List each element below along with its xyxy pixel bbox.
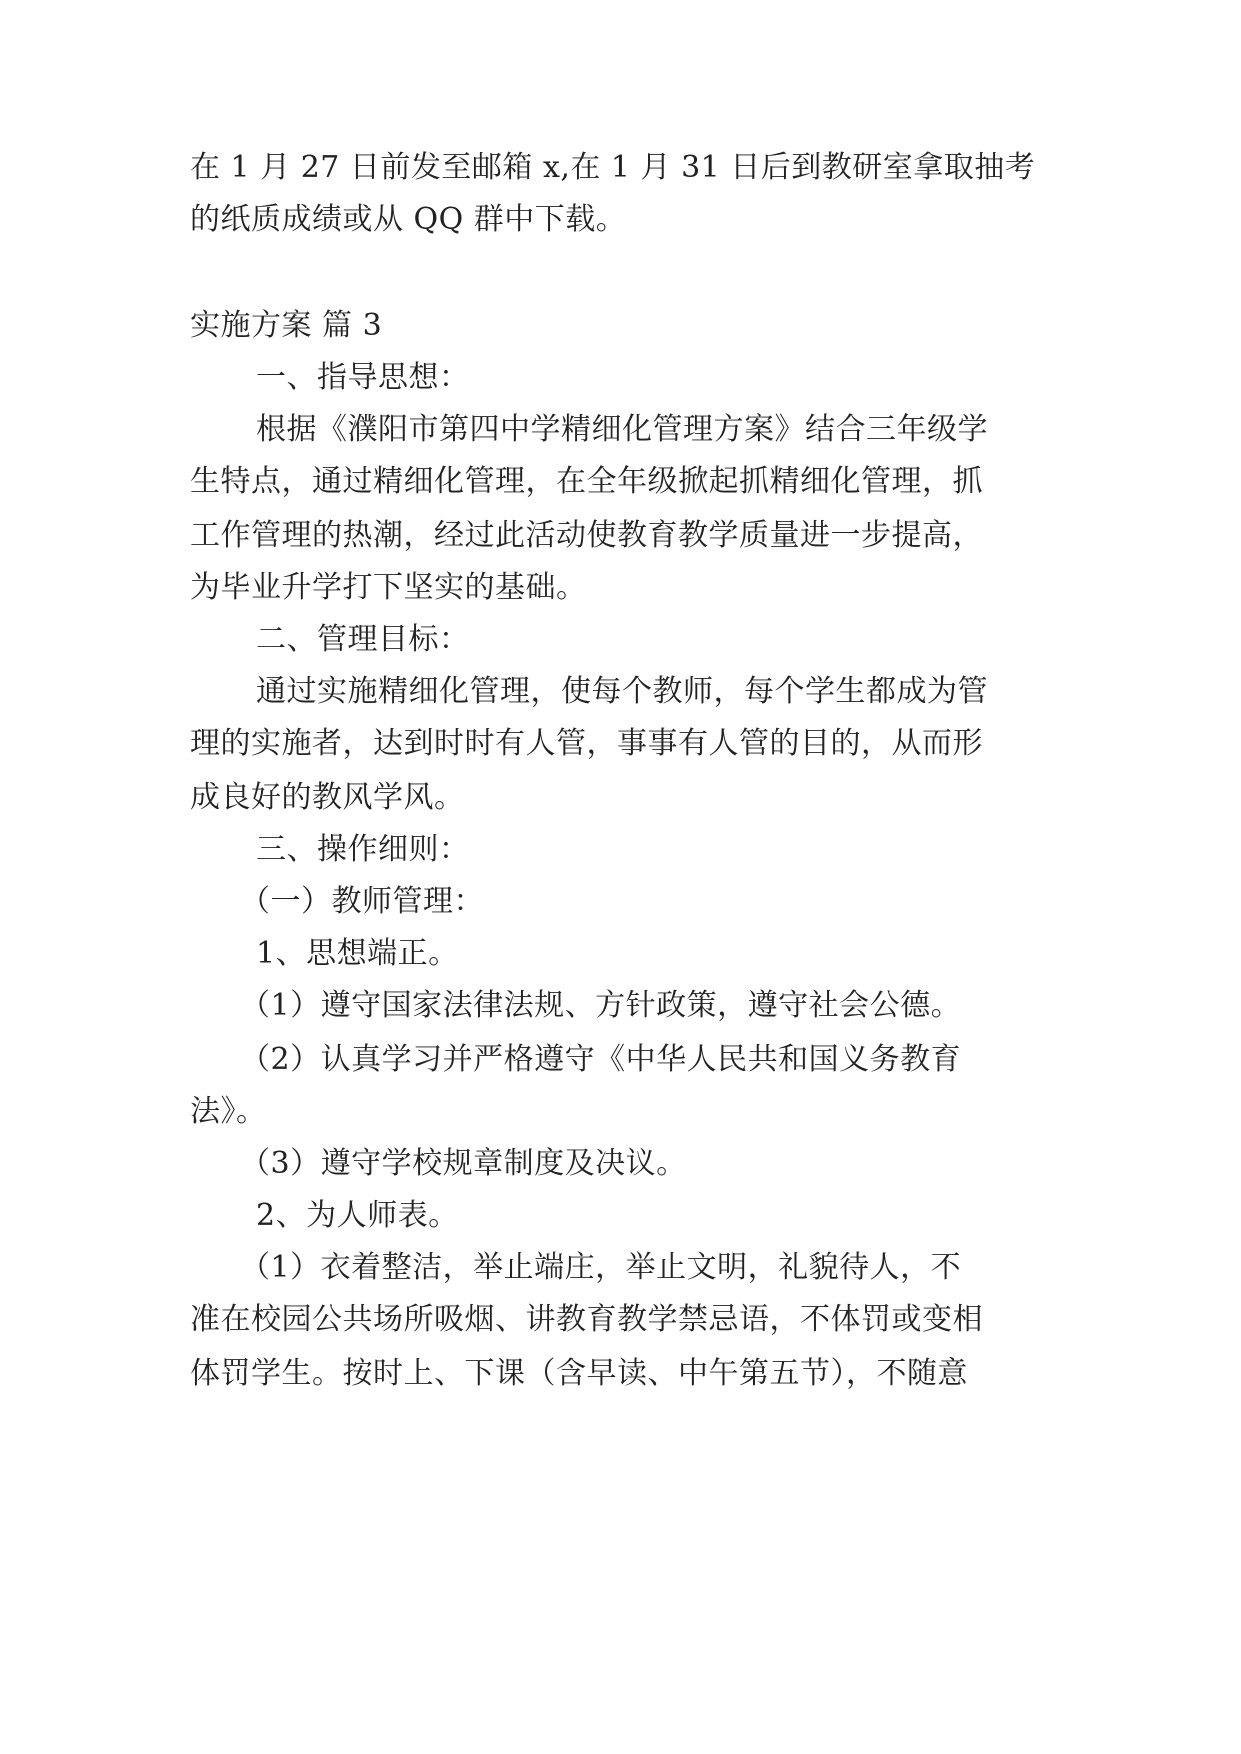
item-1-1: （1）遵守国家法律法规、方针政策，遵守社会公德。	[240, 988, 962, 1023]
para-1-line-2: 生特点，通过精细化管理，在全年级掀起抓精细化管理，抓	[190, 464, 983, 499]
para-1-line-4: 为毕业升学打下坚实的基础。	[190, 570, 587, 605]
heading-operation-rules: 三、操作细则：	[256, 832, 470, 867]
para-1-line-1: 根据《濮阳市第四中学精细化管理方案》结合三年级学	[256, 412, 988, 447]
intro-line-2: 的纸质成绩或从 QQ 群中下载。	[190, 202, 627, 237]
sub-heading-teacher-management: （一）教师管理：	[240, 884, 484, 919]
para-2-line-1: 通过实施精细化管理，使每个教师，每个学生都成为管	[256, 674, 988, 709]
item-2: 2、为人师表。	[256, 1198, 459, 1233]
intro-line-1: 在 1 月 27 日前发至邮箱 x,在 1 月 31 日后到教研室拿取抽考	[190, 150, 1036, 185]
item-1: 1、思想端正。	[256, 936, 459, 971]
para-1-line-3: 工作管理的热潮，经过此活动使教育教学质量进一步提高，	[190, 518, 983, 553]
item-2-1-line-2: 准在校园公共场所吸烟、讲教育教学禁忌语，不体罚或变相	[190, 1302, 983, 1337]
heading-guiding-thought: 一、指导思想：	[256, 360, 470, 395]
para-2-line-2: 理的实施者，达到时时有人管，事事有人管的目的，从而形	[190, 726, 983, 761]
item-1-2-line-2: 法》。	[190, 1094, 267, 1129]
item-1-3: （3）遵守学校规章制度及决议。	[240, 1146, 687, 1181]
item-2-1-line-3: 体罚学生。按时上、下课（含早读、中午第五节），不随意	[190, 1356, 968, 1391]
item-1-2-line-1: （2）认真学习并严格遵守《中华人民共和国义务教育	[240, 1042, 962, 1077]
heading-management-goal: 二、管理目标：	[256, 622, 470, 657]
item-2-1-line-1: （1）衣着整洁，举止端庄，举止文明，礼貌待人，不	[240, 1250, 962, 1285]
section-title: 实施方案 篇 3	[190, 308, 383, 343]
para-2-line-3: 成良好的教风学风。	[190, 780, 465, 815]
